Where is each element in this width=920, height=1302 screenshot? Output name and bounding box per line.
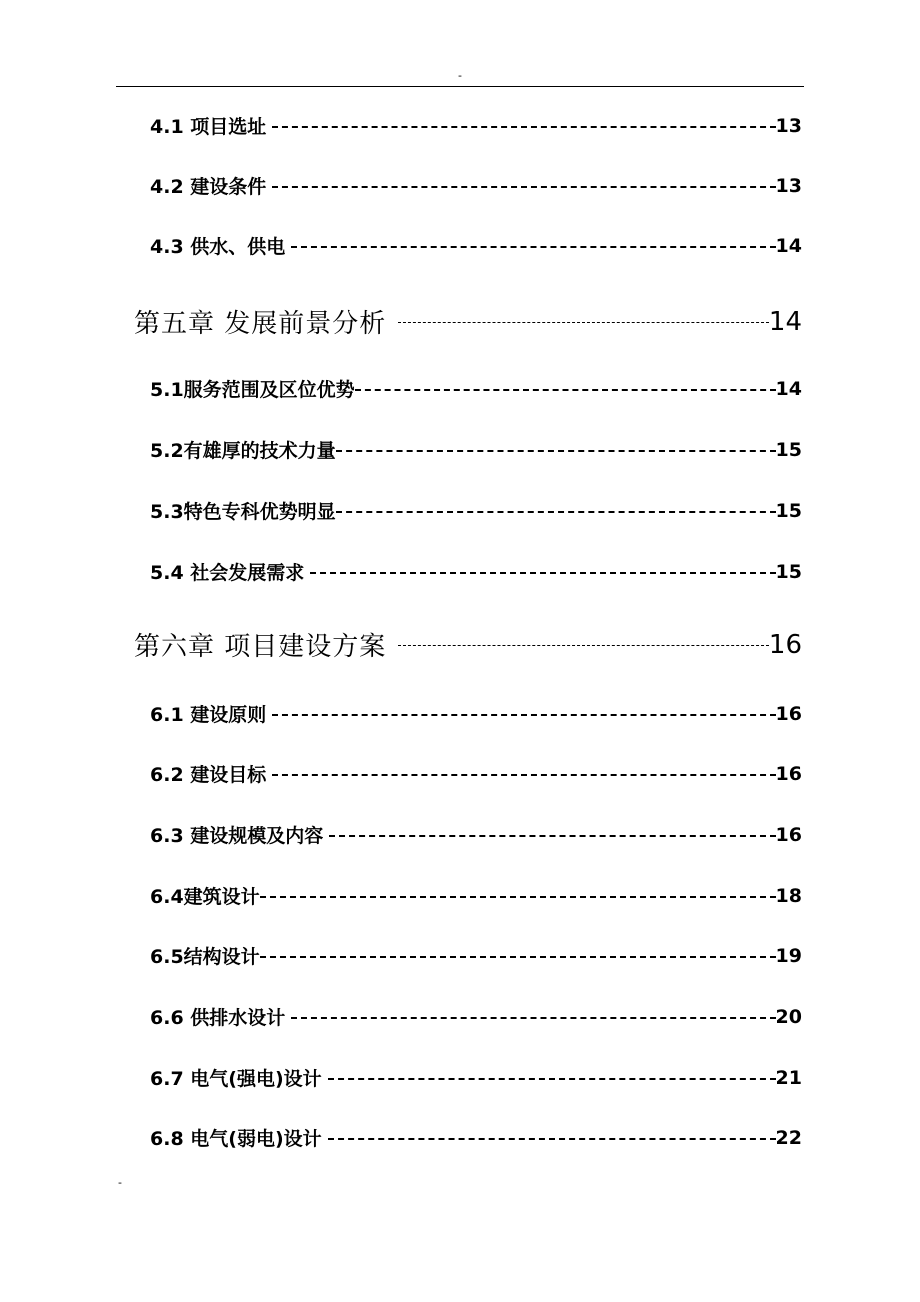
toc-leader (272, 126, 775, 128)
toc-leader (336, 450, 776, 452)
toc-entry-5-4[interactable] (150, 558, 802, 585)
toc-entry-label: 5.4 社会发展需求 (150, 562, 305, 584)
toc-entry-label: 4.2 建设条件 (150, 176, 267, 198)
toc-entry-label: 4.1 项目选址 (150, 116, 267, 138)
toc-leader (272, 186, 775, 188)
toc-leader (328, 1138, 776, 1140)
toc-page-number: 16 (768, 629, 802, 660)
toc-entry-5-1[interactable] (150, 375, 802, 402)
toc-page-number: 19 (775, 944, 802, 967)
toc-entry-label: 6.2 建设目标 (150, 764, 267, 786)
toc-page-number: 15 (775, 438, 802, 461)
toc-leader (260, 896, 776, 898)
toc-entry-label: 6.3 建设规模及内容 (150, 825, 324, 847)
toc-page-number: 13 (775, 114, 802, 137)
toc-entry-label: 5.1服务范围及区位优势 (150, 379, 355, 401)
toc-chapter-label: 第五章 发展前景分析 (134, 309, 387, 339)
toc-chapter-label: 第六章 项目建设方案 (134, 632, 387, 662)
toc-leader (260, 956, 776, 958)
toc-entry-label: 6.6 供排水设计 (150, 1007, 286, 1029)
toc-entry-4-2[interactable] (150, 172, 802, 199)
toc-leader (355, 389, 776, 391)
toc-leader (336, 511, 776, 513)
toc-chapter-5[interactable] (134, 303, 802, 340)
toc-page-number: 14 (775, 234, 802, 257)
toc-leader (310, 572, 775, 574)
toc-entry-6-3[interactable] (150, 821, 802, 848)
toc-page-number: 16 (775, 762, 802, 785)
toc-entry-6-8[interactable] (150, 1124, 802, 1151)
toc-entry-label: 5.3特色专科优势明显 (150, 501, 336, 523)
page-header (116, 64, 804, 87)
footer-mark: - (118, 1176, 122, 1189)
toc-chapter-6[interactable] (134, 626, 802, 663)
toc-page-number: 14 (775, 377, 802, 400)
toc-entry-label: 6.8 电气(弱电)设计 (150, 1128, 322, 1150)
toc-entry-5-3[interactable] (150, 497, 802, 524)
toc-entry-6-6[interactable] (150, 1003, 802, 1030)
header-mark: - (458, 69, 462, 82)
toc-leader (398, 645, 769, 646)
toc-leader (291, 246, 775, 248)
toc-leader (272, 774, 775, 776)
toc-page-number: 14 (768, 306, 802, 337)
toc-entry-4-3[interactable] (150, 232, 802, 259)
toc-entry-4-1[interactable] (150, 112, 802, 139)
toc-entry-label: 6.1 建设原则 (150, 704, 267, 726)
toc-page-number: 20 (775, 1005, 802, 1028)
toc-leader (272, 714, 775, 716)
toc-leader (398, 322, 769, 323)
toc-entry-6-1[interactable] (150, 700, 802, 727)
toc-leader (328, 1078, 776, 1080)
toc-entry-label: 6.7 电气(强电)设计 (150, 1068, 322, 1090)
toc-page-number: 15 (775, 560, 802, 583)
toc-entry-6-5[interactable] (150, 942, 802, 969)
toc-entry-6-2[interactable] (150, 760, 802, 787)
toc-entry-label: 6.5结构设计 (150, 946, 260, 968)
toc-entry-6-7[interactable] (150, 1064, 802, 1091)
toc-entry-label: 4.3 供水、供电 (150, 236, 286, 258)
toc-entry-6-4[interactable] (150, 882, 802, 909)
toc-leader (291, 1017, 775, 1019)
toc-page-number: 16 (775, 702, 802, 725)
toc-entry-label: 6.4建筑设计 (150, 886, 260, 908)
toc-entry-label: 5.2有雄厚的技术力量 (150, 440, 336, 462)
toc-page-number: 22 (775, 1126, 802, 1149)
toc-page-number: 18 (775, 884, 802, 907)
toc-leader (329, 835, 775, 837)
toc-page-number: 21 (775, 1066, 802, 1089)
toc-page-number: 13 (775, 174, 802, 197)
toc-page-number: 15 (775, 499, 802, 522)
toc-entry-5-2[interactable] (150, 436, 802, 463)
toc-page-number: 16 (775, 823, 802, 846)
